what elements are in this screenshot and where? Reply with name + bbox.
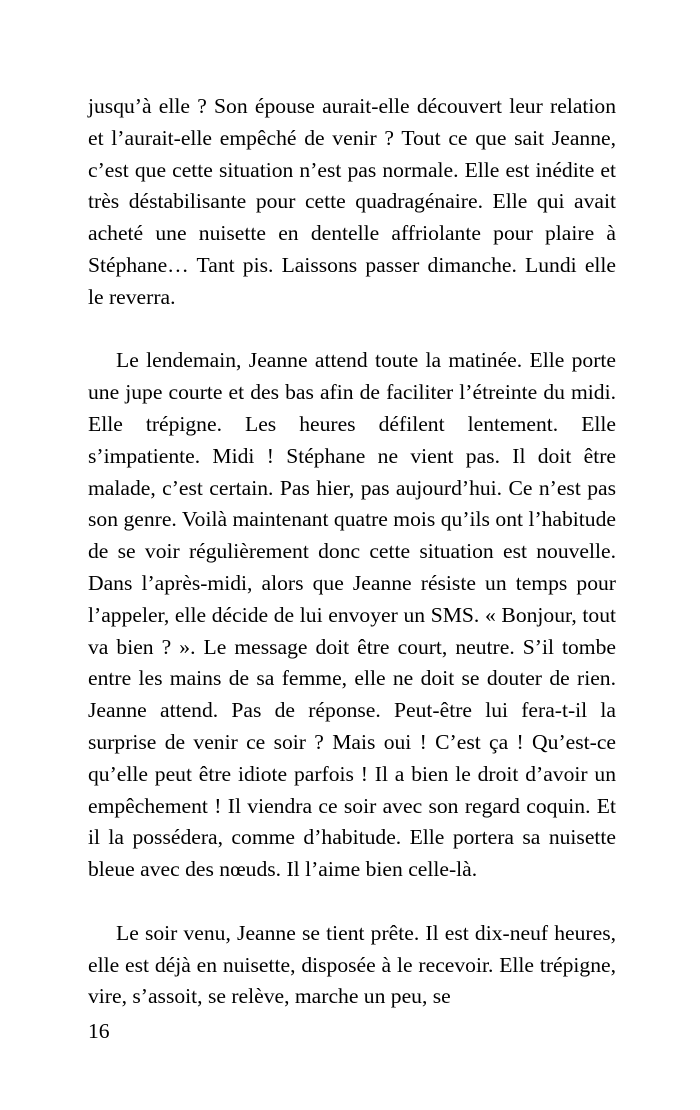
paragraph-lendemain: Le lendemain, Jeanne attend toute la matinée. Elle porte une jupe courte et des bas afin de faciliter l’étreinte du midi. Elle trépigne. Les heures défilent lentement. Elle s’impatiente. Midi ! Stéphane ne vient pas. Il doit être malade, c’est certain. Pas hier, pas aujourd’hui. Ce n’est pas son genre. Voilà maintenant quatre mois qu’ils ont l’habitude de se voir régulièrement donc cette situation est nouvelle. Dans l’après-midi, alors que Jeanne résiste un temps pour l’appeler, elle décide de lui envoyer un SMS. « Bonjour, tout va bien ? ». Le message doit être court, neutre. S’il tombe entre les mains de sa femme, elle ne doit se douter de rien. Jeanne attend. Pas de réponse. Peut-être lui fera-t-il la surprise de venir ce soir ? Mais oui ! C’est ça ! Qu’est-ce qu’elle peut être idiote parfois ! Il a bien le droit d’avoir un empêchement ! Il viendra ce soir avec son regard coquin. Et il la possédera, comme d’habitude. Elle portera sa nuisette bleue avec des nœuds. Il l’aime bien celle-là. [88,348,616,882]
page-body [88,91,616,1013]
paragraph-soir-venu: Le soir venu, Jeanne se tient prête. Il est dix-neuf heures, elle est déjà en nuisette, disposée à le recevoir. Elle trépigne, vire, s’assoit, se relève, marche un peu, se [88,920,616,1009]
page-number: 16 [88,1019,110,1043]
paragraph-continuation: jusqu’à elle ? Son épouse aurait-elle découvert leur relation et l’aurait-elle empêché de venir ? Tout ce que sait Jeanne, c’est que cette situation n’est pas normale. Elle est inédite et très déstabilisante pour cette quadragénaire. Elle qui avait acheté une nuisette en dentelle affriolante pour plaire à Stéphane… Tant pis. Laissons passer dimanche. Lundi elle le reverra. [88,94,616,309]
